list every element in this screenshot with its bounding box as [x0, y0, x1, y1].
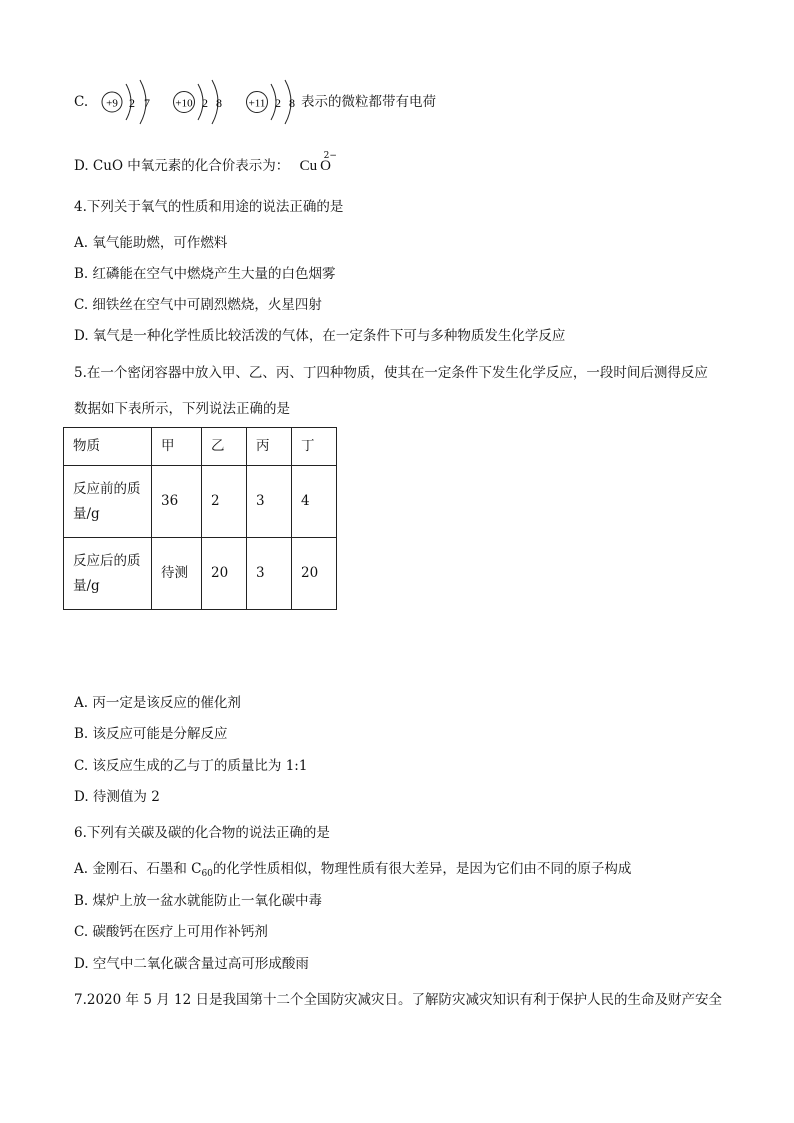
- question-5-option-a: A. 丙一定是该反应的催化剂: [74, 695, 241, 711]
- table-header-row: [64, 428, 337, 466]
- reaction-data-table: [63, 427, 337, 610]
- atom-diagram-2: [174, 80, 223, 124]
- row-label-line-1: 反应后的质: [73, 552, 141, 569]
- table-header-cell: 丙: [247, 428, 292, 466]
- question-4-option-d: D. 氧气是一种化学性质比较活泼的气体，在一定条件下可与多种物质发生化学反应: [74, 328, 566, 344]
- question-5-option-c: C. 该反应生成的乙与丁的质量比为 1:1: [74, 758, 308, 774]
- question-6-option-b: B. 煤炉上放一盆水就能防止一氧化碳中毒: [74, 893, 323, 909]
- atom-2-shell-1: 2: [202, 96, 208, 110]
- valence-o: O: [320, 158, 331, 174]
- question-4-stem: 4.下列关于氧气的性质和用途的说法正确的是: [74, 199, 344, 215]
- table-cell: 20: [202, 538, 247, 610]
- table-header-cell: 乙: [202, 428, 247, 466]
- table-row: [64, 538, 337, 610]
- atom-3-shell-2: 8: [289, 96, 295, 110]
- question-6-stem: 6.下列有关碳及碳的化合物的说法正确的是: [74, 825, 330, 841]
- option-a-post: 的化学性质相似，物理性质有很大差异，是因为它们由不同的原子构成: [212, 861, 632, 877]
- row-label-line-2: 量/g: [73, 577, 100, 594]
- option-c-label: C.: [74, 94, 89, 110]
- atom-structure-diagrams: [74, 78, 494, 134]
- question-5-stem-line-1: 5.在一个密闭容器中放入甲、乙、丙、丁四种物质，使其在一定条件下发生化学反应，一段时间后测得反应: [74, 365, 708, 381]
- question-5-option-d: D. 待测值为 2: [74, 789, 160, 805]
- atom-2-nucleus: +10: [175, 97, 193, 110]
- question-5-option-b: B. 该反应可能是分解反应: [74, 726, 228, 742]
- question-6-option-a: [74, 859, 631, 884]
- option-d-text: D. CuO 中氧元素的化合价表示为：: [74, 158, 290, 174]
- table-header-cell: 物质: [64, 428, 152, 466]
- option-d-valence: [74, 151, 337, 176]
- table-cell: 3: [247, 466, 292, 538]
- table-row-label: [64, 538, 152, 610]
- atom-1-nucleus: +9: [106, 97, 118, 110]
- atom-1-shell-2: 7: [144, 96, 150, 110]
- question-4-option-c: C. 细铁丝在空气中可剧烈燃烧，火星四射: [74, 297, 322, 313]
- table-row: [64, 466, 337, 538]
- atom-diagram-1: [102, 80, 150, 124]
- table-row-label: [64, 466, 152, 538]
- atom-3-nucleus: +11: [248, 97, 266, 110]
- question-5-stem-line-2: 数据如下表所示，下列说法正确的是: [74, 401, 290, 417]
- question-7-stem: 7.2020 年 5 月 12 日是我国第十二个全国防灾减灾日。了解防灾减灾知识有利于保护人民的生命及财产安全: [74, 992, 722, 1008]
- atom-2-shell-2: 8: [216, 96, 222, 110]
- row-label-line-1: 反应前的质: [73, 480, 141, 497]
- valence-notation: [299, 151, 337, 176]
- table-cell: 20: [292, 538, 337, 610]
- question-4-option-b: B. 红磷能在空气中燃烧产生大量的白色烟雾: [74, 266, 336, 282]
- table-header-cell: 丁: [292, 428, 337, 466]
- table-header-cell: 甲: [152, 428, 202, 466]
- atom-diagrams-svg: [74, 78, 304, 134]
- c60-subscript: 60: [201, 869, 213, 879]
- atom-diagram-3: [247, 80, 296, 124]
- atom-3-shell-1: 2: [275, 96, 281, 110]
- valence-superscript: 2−: [323, 151, 337, 161]
- table-cell: 36: [152, 466, 202, 538]
- table-cell: 4: [292, 466, 337, 538]
- question-4-option-a: A. 氧气能助燃，可作燃料: [74, 235, 228, 251]
- question-6-option-d: D. 空气中二氧化碳含量过高可形成酸雨: [74, 956, 309, 972]
- option-a-pre: A. 金刚石、石墨和 C: [74, 861, 202, 877]
- table-cell: 2: [202, 466, 247, 538]
- row-label-line-2: 量/g: [73, 505, 100, 522]
- question-6-option-c: C. 碳酸钙在医疗上可用作补钙剂: [74, 924, 268, 940]
- table-cell: 待测: [152, 538, 202, 610]
- valence-cu: Cu: [299, 158, 318, 174]
- option-c-text: 表示的微粒都带有电荷: [301, 94, 436, 110]
- table-cell: 3: [247, 538, 292, 610]
- atom-1-shell-1: 2: [129, 96, 135, 110]
